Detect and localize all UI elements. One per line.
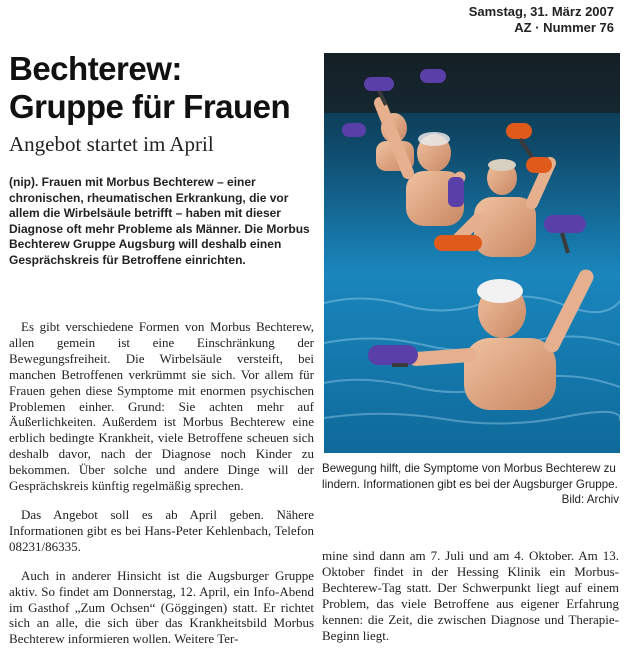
aqua-fitness-photo-illustration bbox=[324, 53, 620, 453]
caption-text: Bewegung hilft, die Symptome von Morbus Bechterew zu lindern. Informationen gibt es bei der Augsburger Gruppe. bbox=[322, 462, 618, 491]
issue-number: AZ · Nummer 76 bbox=[514, 20, 614, 35]
body-paragraph-3: Auch in anderer Hinsicht ist die Augsburger Gruppe aktiv. So findet am Donnerstag, 12. April, ein Info-Abend im Gasthof „Zum Ochsen“ (Göggingen) statt. Er richtet sich an alle, die sich über das Krankheitsbild Morbus Bechterew informieren wollen. Weitere Ter- bbox=[9, 567, 314, 647]
body-paragraph-3-continued: mine sind dann am 7. Juli und am 4. Oktober. Am 13. Oktober findet in der Hessing Klinik ein Morbus-Bechterew-Tag statt. Der Schwerpunkt liegt auf einem Problem, das viele Betroffene aus eigener Erfahrung kennen: die Zeit, die zwischen Diagnose und Therapie-Beginn liegt. bbox=[322, 548, 619, 643]
lead-paragraph bbox=[9, 175, 315, 269]
dateline bbox=[469, 4, 614, 36]
publication-date: Samstag, 31. März 2007 bbox=[468, 4, 614, 19]
photo-caption bbox=[322, 461, 619, 508]
body-paragraph-1: Es gibt verschiedene Formen von Morbus Bechterew, allen gemein ist eine Einschränkung der Bewegungsfreiheit. Die Wirbelsäule versteift, bei manchen Betroffenen verkrümmt sie sich. Vor allem für Frauen gehen diese Symptome mit enormen psychischen Problemen einher. Grund: Sie achten mehr auf Äußerlichkeiten. Außerdem ist Morbus Bechterew eine erblich bedingte Krankheit, viele Betroffene scheuen sich deshalb davor, nach der Diagnose noch Kinder zu bekommen. Über solche und andere Dinge will der Gesprächskreis künftig regelmäßig sprechen. bbox=[9, 319, 314, 494]
photo-credit: Bild: Archiv bbox=[561, 493, 619, 507]
body-column-1 bbox=[9, 306, 314, 660]
article-photo bbox=[324, 53, 620, 453]
body-paragraph-2: Das Angebot soll es ab April geben. Nähere Informationen gibt es bei Hans-Peter Kehlenbach, Telefon 08231/86335. bbox=[9, 506, 314, 554]
headline-line-2: Gruppe für Frauen bbox=[9, 88, 291, 125]
subheadline: Angebot startet im April bbox=[9, 132, 214, 156]
body-column-2 bbox=[322, 548, 619, 643]
headline bbox=[9, 50, 319, 126]
lead-text: (nip). Frauen mit Morbus Bechterew – einer chronischen, rheumatischen Erkrankung, die vor allem die Wirbelsäule betrifft – haben mit dieser Diagnose oft mehr Probleme als Männer. Die Morbus Bechterew Gruppe Augsburg will deshalb einen Gesprächskreis für Betroffene einrichten. bbox=[9, 175, 310, 267]
headline-line-1: Bechterew: bbox=[9, 50, 182, 87]
